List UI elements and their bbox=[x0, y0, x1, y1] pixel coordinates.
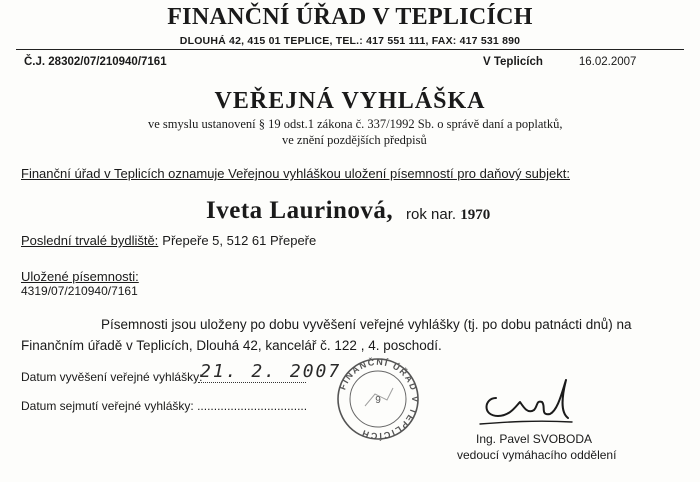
announcement: Finanční úřad v Teplicích oznamuje Veřejnou vyhláškou uložení písemností pro daňový subjekt: bbox=[21, 166, 570, 181]
posted-date-handwritten: 21. 2. 2007 bbox=[200, 361, 342, 382]
taxpayer-name: Iveta Laurinová, bbox=[206, 197, 394, 224]
birth-label: rok nar. bbox=[406, 206, 457, 223]
posted-date-label: Datum vyvěšení veřejné vyhlášky: bbox=[21, 370, 203, 384]
documents-label: Uložené písemnosti: bbox=[21, 269, 139, 284]
documents-number: 4319/07/210940/7161 bbox=[21, 284, 138, 298]
office-title: FINANČNÍ ÚŘAD V TEPLICÍCH bbox=[167, 4, 533, 30]
residence-line bbox=[21, 233, 316, 248]
reference-number: Č.J. 28302/07/210940/7161 bbox=[24, 56, 167, 68]
removed-date-line bbox=[21, 399, 307, 413]
office-stamp bbox=[335, 356, 421, 442]
birth-year-line bbox=[406, 206, 490, 224]
birth-year: 1970 bbox=[460, 207, 491, 223]
law-reference-line-1: ve smyslu ustanovení § 19 odst.1 zákona č. 337/1992 Sb. o správě daní a poplatků, bbox=[148, 117, 563, 131]
notice-title: VEŘEJNÁ VYHLÁŠKA bbox=[214, 88, 486, 114]
stamp-text: FINANČNÍ ÚŘAD V TEPLICÍCH bbox=[337, 356, 421, 442]
documents-paragraph: Písemnosti jsou uloženy po dobu vyvěšení veřejné vyhlášky (tj. po dobu patnácti dnů) na Finančním úřadě v Teplicích, Dlouhá 42, kancelář č. 122 , 4. poschodí. bbox=[21, 317, 632, 353]
signer-name: Ing. Pavel SVOBODA bbox=[476, 432, 593, 446]
header-rule bbox=[16, 49, 684, 50]
residence-label: Poslední trvalé bydliště: bbox=[21, 233, 159, 248]
residence-value: Přepeře 5, 512 61 Přepeře bbox=[162, 233, 317, 248]
office-address: DLOUHÁ 42, 415 01 TEPLICE, TEL.: 417 551 111, FAX: 417 531 890 bbox=[179, 35, 521, 47]
law-reference-line-2: ve znění pozdějších předpisů bbox=[282, 133, 427, 147]
place: V Teplicích bbox=[483, 56, 543, 68]
signer-role: vedoucí vymáhacího oddělení bbox=[457, 448, 617, 462]
removed-date-label: Datum sejmutí veřejné vyhlášky: bbox=[21, 399, 194, 413]
removed-date-blank: ................................. bbox=[197, 399, 308, 413]
stamp-number: 9 bbox=[375, 395, 381, 406]
document-date: 16.02.2007 bbox=[578, 56, 637, 68]
handwritten-signature bbox=[476, 372, 588, 428]
place-and-date bbox=[483, 56, 636, 68]
